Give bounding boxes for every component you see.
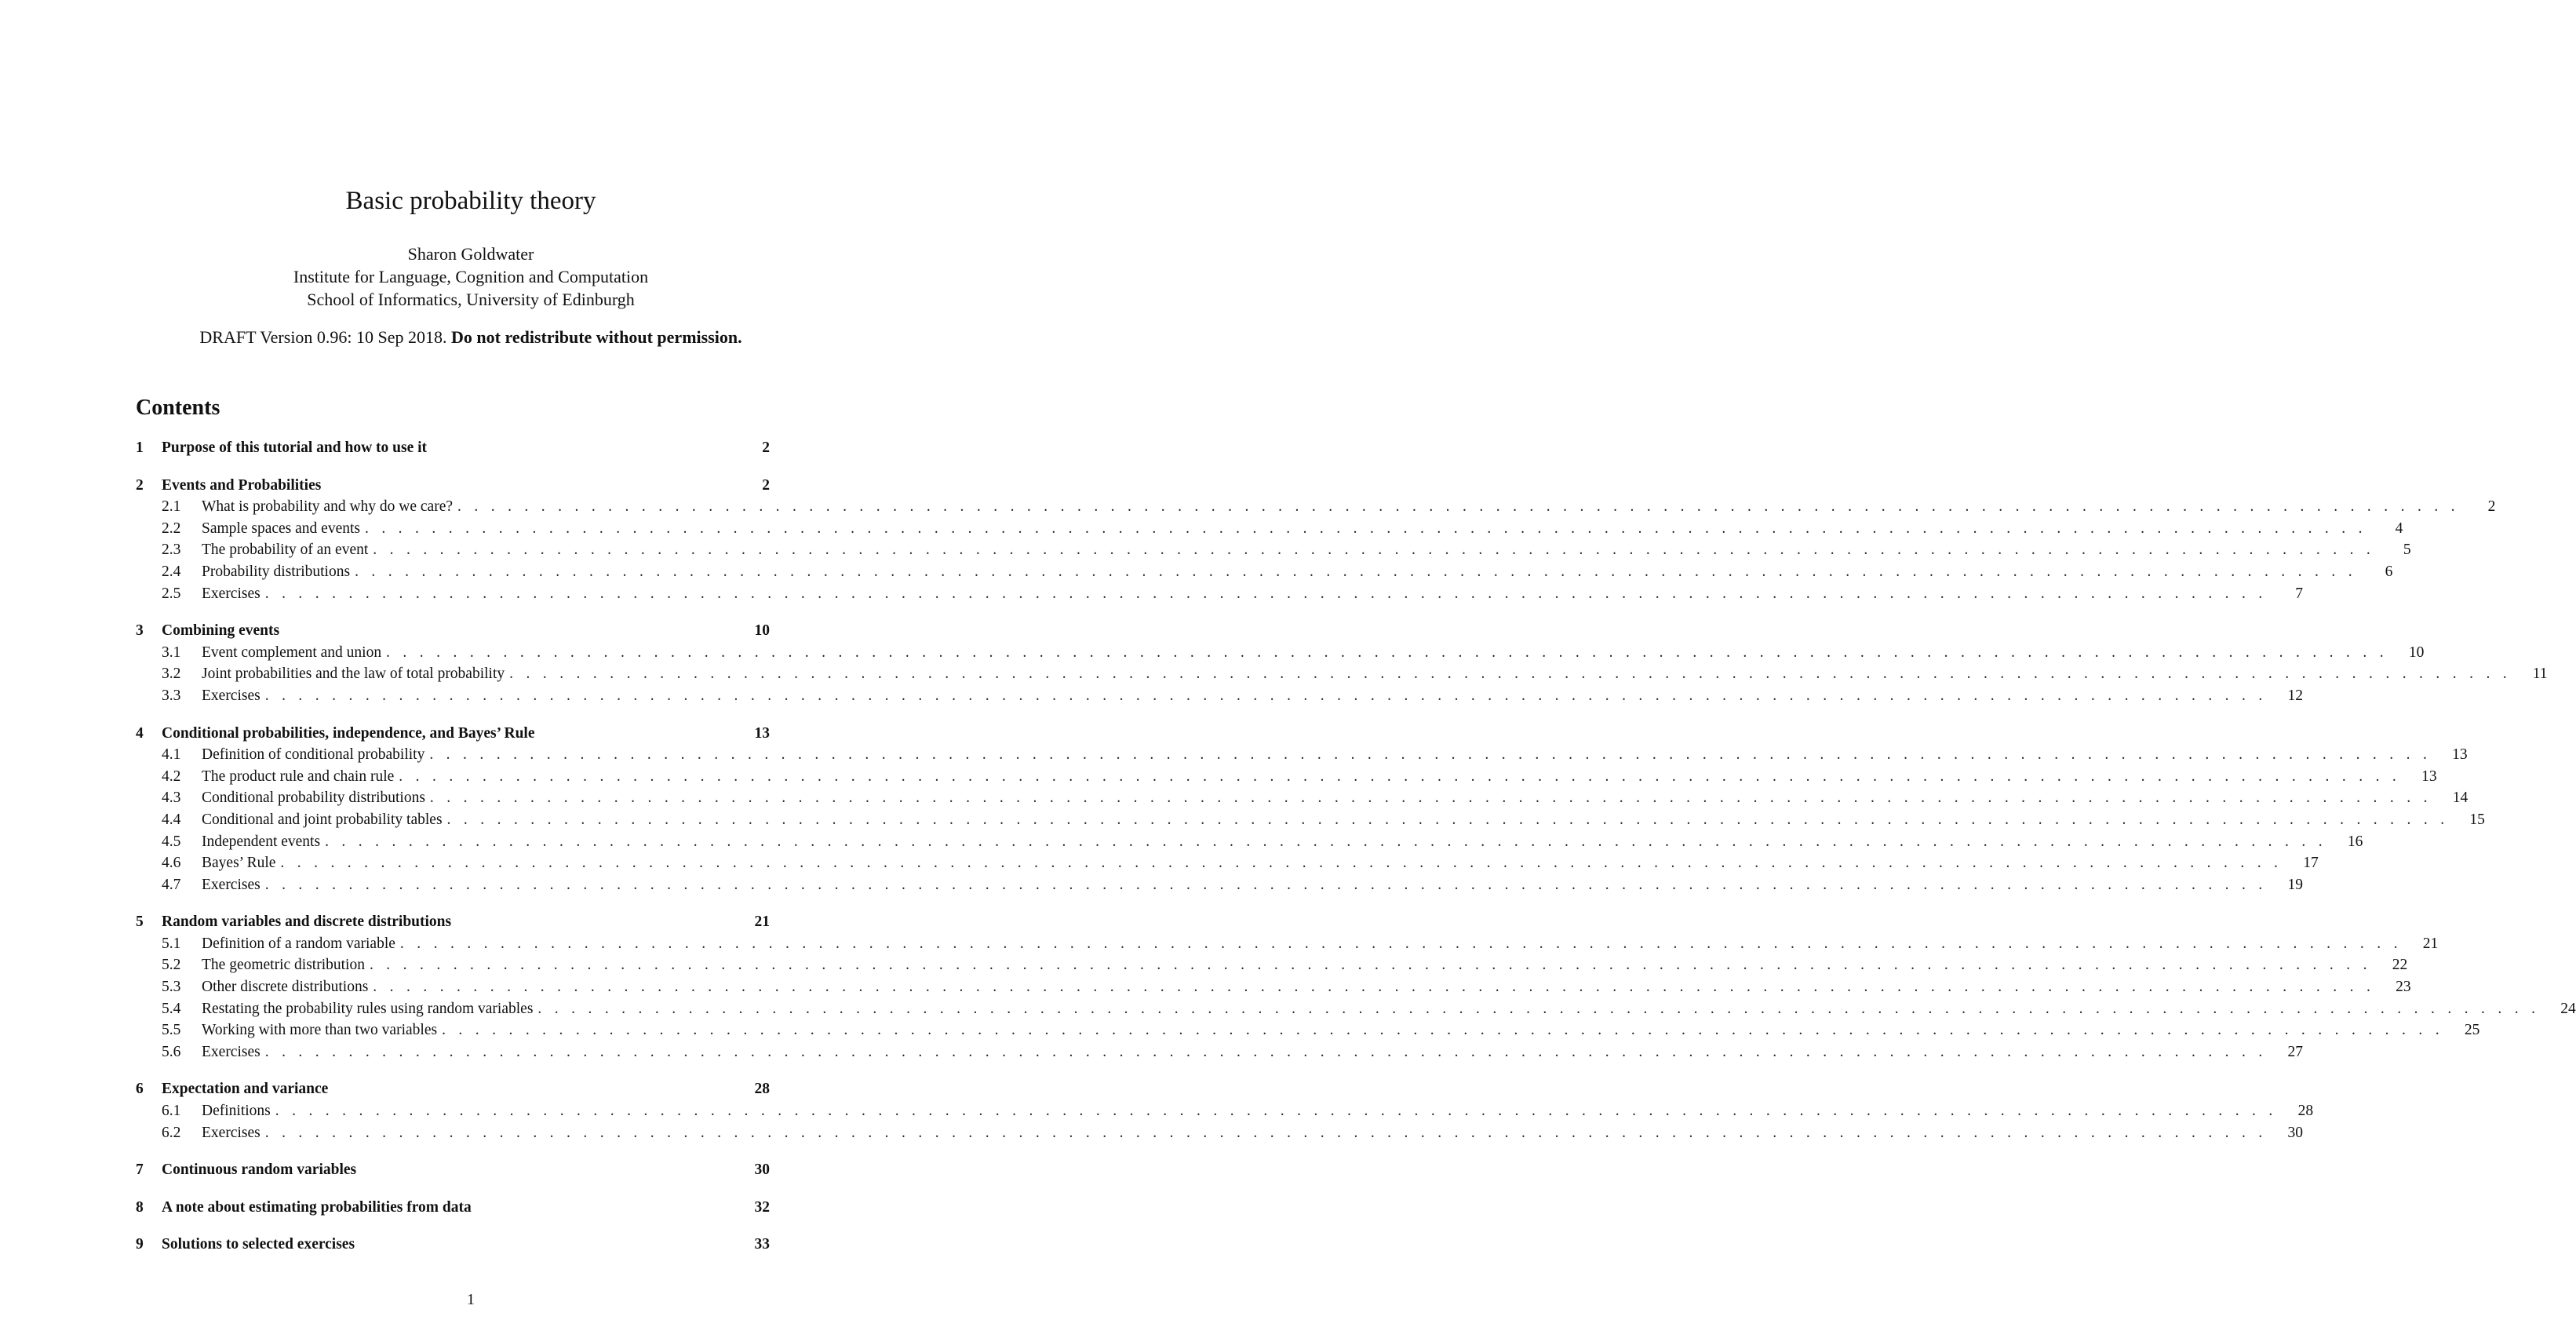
draft-notice	[0, 326, 942, 348]
toc-subsection-title: Exercises	[202, 1124, 261, 1141]
toc-subsection-number: 5.1	[162, 935, 181, 952]
toc-subsection-page: 24	[2560, 1000, 2576, 1017]
toc-section-title: Events and Probabilities	[162, 476, 322, 494]
toc-subsection-page: 15	[2469, 811, 2485, 828]
toc-subsection-title: Joint probabilities and the law of total probability	[202, 666, 505, 683]
toc-section-6	[136, 1078, 2314, 1143]
toc-subsection-page: 23	[2396, 979, 2411, 996]
toc-section-page: 21	[754, 913, 770, 931]
toc-section-number: 6	[136, 1081, 144, 1098]
toc-dot-leader: . . . . . . . . . . . . . . . . . . . . . . . . . . . . . . . . . . . . . . . . . . . . . . . . . . . . . . . . . . . . . . . . . . . . . . . . . . . . . . . . . . . . . . . . . . . . . . . . . . . . . . . . . . . . . . . . . . . . . . . .	[264, 585, 2268, 602]
toc-section-page: 13	[754, 724, 770, 742]
draft-version: DRAFT Version 0.96: 10 Sep 2018.	[199, 327, 447, 347]
toc-subsection-entry[interactable]	[136, 976, 2411, 998]
toc-subsection-number: 4.6	[162, 855, 181, 872]
toc-section-entry[interactable]	[136, 620, 770, 642]
toc-subsection-entry[interactable]	[136, 998, 2576, 1020]
toc-section-title: Combining events	[162, 622, 280, 640]
toc-section-title: A note about estimating probabilities from data	[162, 1198, 472, 1216]
toc-subsection-number: 2.5	[162, 585, 181, 602]
toc-section-page: 2	[762, 476, 770, 494]
toc-subsection-title: Exercises	[202, 585, 261, 602]
toc-section-number: 9	[136, 1236, 144, 1253]
toc-dot-leader: . . . . . . . . . . . . . . . . . . . . . . . . . . . . . . . . . . . . . . . . . . . . . . . . . . . . . . . . . . . . . . . . . . . . . . . . . . . . . . . . . . . . . . . . . . . . . . . . . . . . . . . . . . . . . . . . . . . . . . . .	[325, 833, 2327, 850]
toc-dot-leader: . . . . . . . . . . . . . . . . . . . . . . . . . . . . . . . . . . . . . . . . . . . . . . . . . . . . . . . . . . . . . . . . . . . . . . . . . . . . . . . . . . . . . . . . . . . . . . . . . . . . . . . . . . . . . . . . . . . . . . . .	[355, 563, 2357, 580]
toc-section-title: Random variables and discrete distributions	[162, 913, 452, 931]
toc-subsection-entry[interactable]	[136, 518, 2403, 540]
toc-subsection-page: 17	[2303, 855, 2319, 872]
toc-section-page: 33	[754, 1236, 770, 1253]
toc-subsection-page: 21	[2422, 935, 2439, 952]
toc-subsection-page: 22	[2392, 957, 2408, 974]
toc-subsection-entry[interactable]	[136, 1100, 2314, 1122]
toc-subsection-title: The probability of an event	[202, 542, 369, 559]
toc-subsection-entry[interactable]	[136, 539, 2411, 561]
toc-subsection-number: 3.1	[162, 644, 181, 661]
toc-subsection-title: Exercises	[202, 1043, 261, 1060]
toc-subsection-number: 3.3	[162, 687, 181, 704]
toc-subsection-title: Definition of conditional probability	[202, 746, 425, 764]
toc-subsection-entry[interactable]	[136, 852, 2319, 874]
toc-dot-leader: . . . . . . . . . . . . . . . . . . . . . . . . . . . . . . . . . . . . . . . . . . . . . . . . . . . . . . . . . . . . . . . . . . . . . . . . . . . . . . . . . . . . . . . . . . . . . . . . . . . . . . . . . . . . . . . . . . . . . . . .	[399, 935, 2403, 952]
toc-subsection-page: 11	[2532, 666, 2548, 683]
toc-section-number: 3	[136, 622, 144, 640]
toc-section-title: Continuous random variables	[162, 1161, 357, 1179]
toc-subsection-title: Sample spaces and events	[202, 520, 360, 537]
toc-section-entry[interactable]	[136, 475, 770, 497]
toc-subsection-page: 13	[2452, 746, 2468, 764]
toc-subsection-number: 4.2	[162, 768, 181, 785]
toc-subsection-page: 12	[2287, 687, 2304, 704]
toc-section-title: Expectation and variance	[162, 1081, 329, 1098]
toc-section-entry[interactable]	[136, 1197, 770, 1219]
toc-subsection-entry[interactable]	[136, 496, 2496, 518]
toc-section-4	[136, 723, 2485, 896]
toc-section-page: 30	[754, 1161, 770, 1179]
toc-section-entry[interactable]	[136, 437, 770, 459]
toc-dot-leader: . . . . . . . . . . . . . . . . . . . . . . . . . . . . . . . . . . . . . . . . . . . . . . . . . . . . . . . . . . . . . . . . . . . . . . . . . . . . . . . . . . . . . . . . . . . . . . . . . . . . . . . . . . . . . . . . . . . . . . . .	[457, 498, 2460, 516]
toc-dot-leader: . . . . . . . . . . . . . . . . . . . . . . . . . . . . . . . . . . . . . . . . . . . . . . . . . . . . . . . . . . . . . . . . . . . . . . . . . . . . . . . . . . . . . . . . . . . . . . . . . . . . . . . . . . . . . . . . . . . . . . . .	[537, 1000, 2540, 1017]
toc-dot-leader: . . . . . . . . . . . . . . . . . . . . . . . . . . . . . . . . . . . . . . . . . . . . . . . . . . . . . . . . . . . . . . . . . . . . . . . . . . . . . . . . . . . . . . . . . . . . . . . . . . . . . . . . . . . . . . . . . . . . . . . .	[399, 768, 2401, 785]
toc-subsection-number: 6.1	[162, 1103, 181, 1120]
toc-subsection-entry[interactable]	[136, 642, 2425, 664]
toc-subsection-page: 25	[2464, 1022, 2480, 1039]
toc-subsection-title: Conditional probability distributions	[202, 789, 425, 807]
toc-subsection-title: Conditional and joint probability tables	[202, 811, 443, 828]
toc-subsection-title: Definitions	[202, 1103, 271, 1120]
toc-section-number: 4	[136, 724, 144, 742]
toc-subsection-entry[interactable]	[136, 954, 2408, 976]
toc-subsection-title: Restating the probability rules using random variables	[202, 1000, 534, 1017]
toc-subsection-entry[interactable]	[136, 874, 2304, 896]
toc-dot-leader: . . . . . . . . . . . . . . . . . . . . . . . . . . . . . . . . . . . . . . . . . . . . . . . . . . . . . . . . . . . . . . . . . . . . . . . . . . . . . . . . . . . . . . . . . . . . . . . . . . . . . . . . . . . . . . . . . . . . . . . .	[275, 1103, 2278, 1120]
toc-subsection-number: 5.2	[162, 957, 181, 974]
toc-subsection-entry[interactable]	[136, 1019, 2480, 1041]
toc-subsection-number: 5.3	[162, 979, 181, 996]
toc-subsection-page: 2	[2487, 498, 2496, 516]
toc-subsection-number: 5.5	[162, 1022, 181, 1039]
toc-section-5	[136, 911, 2576, 1063]
toc-subsection-entry[interactable]	[136, 1122, 2304, 1144]
document-title: Basic probability theory	[345, 187, 596, 215]
toc-subsection-title: The product rule and chain rule	[202, 768, 395, 785]
toc-subsection-entry[interactable]	[136, 831, 2363, 853]
toc-subsection-entry[interactable]	[136, 787, 2469, 809]
toc-section-9	[136, 1234, 770, 1256]
toc-subsection-title: Definition of a random variable	[202, 935, 395, 952]
toc-subsection-number: 5.6	[162, 1043, 181, 1060]
toc-subsection-page: 16	[2347, 833, 2363, 850]
toc-section-number: 5	[136, 913, 144, 931]
toc-subsection-title: The geometric distribution	[202, 957, 365, 974]
toc-subsection-number: 3.2	[162, 666, 181, 683]
toc-subsection-entry[interactable]	[136, 663, 2548, 685]
toc-subsection-entry[interactable]	[136, 744, 2468, 766]
toc-section-page: 28	[754, 1081, 770, 1098]
toc-subsection-entry[interactable]	[136, 685, 2304, 707]
toc-subsection-entry[interactable]	[136, 1041, 2304, 1063]
toc-dot-leader: . . . . . . . . . . . . . . . . . . . . . . . . . . . . . . . . . . . . . . . . . . . . . . . . . . . . . . . . . . . . . . . . . . . . . . . . . . . . . . . . . . . . . . . . . . . . . . . . . . . . . . . . . . . . . . . . . . . . . . . .	[386, 644, 2388, 661]
toc-subsection-page: 19	[2287, 876, 2304, 893]
toc-subsection-title: Independent events	[202, 833, 321, 850]
toc-section-page: 32	[754, 1198, 770, 1216]
toc-subsection-title: Exercises	[202, 876, 261, 893]
toc-section-entry[interactable]	[136, 1234, 770, 1256]
toc-section-1	[136, 437, 770, 459]
toc-section-title: Purpose of this tutorial and how to use it	[162, 439, 428, 456]
toc-dot-leader: . . . . . . . . . . . . . . . . . . . . . . . . . . . . . . . . . . . . . . . . . . . . . . . . . . . . . . . . . . . . . . . . . . . . . . . . . . . . . . . . . . . . . . . . . . . . . . . . . . . . . . . . . . . . . . . . . . . . . . . .	[429, 746, 2432, 764]
toc-subsection-number: 5.4	[162, 1000, 181, 1017]
toc-dot-leader: . . . . . . . . . . . . . . . . . . . . . . . . . . . . . . . . . . . . . . . . . . . . . . . . . . . . . . . . . . . . . . . . . . . . . . . . . . . . . . . . . . . . . . . . . . . . . . . . . . . . . . . . . . . . . . . . . . . . . . . .	[264, 876, 2268, 893]
toc-dot-leader: . . . . . . . . . . . . . . . . . . . . . . . . . . . . . . . . . . . . . . . . . . . . . . . . . . . . . . . . . . . . . . . . . . . . . . . . . . . . . . . . . . . . . . . . . . . . . . . . . . . . . . . . . . . . . . . . . . . . . . . .	[264, 687, 2268, 704]
toc-subsection-entry[interactable]	[136, 933, 2439, 955]
toc-dot-leader: . . . . . . . . . . . . . . . . . . . . . . . . . . . . . . . . . . . . . . . . . . . . . . . . . . . . . . . . . . . . . . . . . . . . . . . . . . . . . . . . . . . . . . . . . . . . . . . . . . . . . . . . . . . . . . . . . . . . . . . .	[446, 811, 2449, 828]
draft-warning: Do not redistribute without permission.	[451, 327, 742, 347]
toc-section-entry[interactable]	[136, 723, 770, 745]
toc-subsection-page: 5	[2403, 542, 2411, 559]
toc-subsection-entry[interactable]	[136, 809, 2485, 831]
toc-subsection-page: 14	[2452, 789, 2469, 807]
toc-dot-leader: . . . . . . . . . . . . . . . . . . . . . . . . . . . . . . . . . . . . . . . . . . . . . . . . . . . . . . . . . . . . . . . . . . . . . . . . . . . . . . . . . . . . . . . . . . . . . . . . . . . . . . . . . . . . . . . . . . . . . . . .	[373, 979, 2375, 996]
toc-subsection-entry[interactable]	[136, 561, 2393, 583]
toc-subsection-page: 6	[2385, 563, 2393, 580]
toc-subsection-number: 4.4	[162, 811, 181, 828]
table-of-contents	[136, 437, 2576, 1271]
toc-subsection-entry[interactable]	[136, 583, 2304, 605]
toc-section-title: Conditional probabilities, independence, and Bayes’ Rule	[162, 724, 535, 742]
author-name: Sharon Goldwater	[407, 244, 534, 264]
toc-subsection-page: 10	[2408, 644, 2425, 661]
toc-section-page: 10	[754, 622, 770, 640]
toc-section-entry[interactable]	[136, 911, 770, 933]
toc-section-entry[interactable]	[136, 1078, 770, 1100]
toc-subsection-title: Working with more than two variables	[202, 1022, 438, 1039]
toc-section-2	[136, 475, 2496, 605]
toc-dot-leader: . . . . . . . . . . . . . . . . . . . . . . . . . . . . . . . . . . . . . . . . . . . . . . . . . . . . . . . . . . . . . . . . . . . . . . . . . . . . . . . . . . . . . . . . . . . . . . . . . . . . . . . . . . . . . . . . . . . . . . . .	[264, 1124, 2268, 1141]
toc-subsection-number: 2.2	[162, 520, 181, 537]
toc-subsection-title: Other discrete distributions	[202, 979, 369, 996]
toc-subsection-page: 4	[2395, 520, 2403, 537]
author-block	[0, 242, 942, 311]
toc-dot-leader: . . . . . . . . . . . . . . . . . . . . . . . . . . . . . . . . . . . . . . . . . . . . . . . . . . . . . . . . . . . . . . . . . . . . . . . . . . . . . . . . . . . . . . . . . . . . . . . . . . . . . . . . . . . . . . . . . . . . . . . .	[280, 855, 2283, 872]
toc-section-number: 1	[136, 439, 144, 456]
toc-subsection-number: 4.3	[162, 789, 181, 807]
toc-subsection-number: 6.2	[162, 1124, 181, 1141]
toc-subsection-page: 7	[2295, 585, 2304, 602]
toc-subsection-page: 13	[2421, 768, 2437, 785]
toc-subsection-title: Bayes’ Rule	[202, 855, 276, 872]
toc-section-8	[136, 1197, 770, 1219]
toc-section-number: 2	[136, 476, 144, 494]
toc-subsection-page: 30	[2287, 1124, 2304, 1141]
toc-dot-leader: . . . . . . . . . . . . . . . . . . . . . . . . . . . . . . . . . . . . . . . . . . . . . . . . . . . . . . . . . . . . . . . . . . . . . . . . . . . . . . . . . . . . . . . . . . . . . . . . . . . . . . . . . . . . . . . . . . . . . . . .	[364, 520, 2367, 537]
toc-subsection-number: 4.7	[162, 876, 181, 893]
toc-dot-leader: . . . . . . . . . . . . . . . . . . . . . . . . . . . . . . . . . . . . . . . . . . . . . . . . . . . . . . . . . . . . . . . . . . . . . . . . . . . . . . . . . . . . . . . . . . . . . . . . . . . . . . . . . . . . . . . . . . . . . . . .	[264, 1043, 2268, 1060]
toc-subsection-page: 27	[2287, 1043, 2304, 1060]
toc-subsection-entry[interactable]	[136, 766, 2437, 788]
toc-dot-leader: . . . . . . . . . . . . . . . . . . . . . . . . . . . . . . . . . . . . . . . . . . . . . . . . . . . . . . . . . . . . . . . . . . . . . . . . . . . . . . . . . . . . . . . . . . . . . . . . . . . . . . . . . . . . . . . . . . . . . . . .	[442, 1022, 2444, 1039]
affiliation-school: School of Informatics, University of Edinburgh	[307, 290, 635, 309]
toc-subsection-title: Event complement and union	[202, 644, 382, 661]
toc-subsection-number: 4.5	[162, 833, 181, 850]
toc-dot-leader: . . . . . . . . . . . . . . . . . . . . . . . . . . . . . . . . . . . . . . . . . . . . . . . . . . . . . . . . . . . . . . . . . . . . . . . . . . . . . . . . . . . . . . . . . . . . . . . . . . . . . . . . . . . . . . . . . . . . . . . .	[509, 666, 2512, 683]
page-number: 1	[467, 1291, 475, 1308]
toc-section-title: Solutions to selected exercises	[162, 1236, 355, 1253]
toc-subsection-page: 28	[2297, 1103, 2314, 1120]
toc-subsection-number: 4.1	[162, 746, 181, 764]
toc-subsection-number: 2.3	[162, 542, 181, 559]
toc-dot-leader: . . . . . . . . . . . . . . . . . . . . . . . . . . . . . . . . . . . . . . . . . . . . . . . . . . . . . . . . . . . . . . . . . . . . . . . . . . . . . . . . . . . . . . . . . . . . . . . . . . . . . . . . . . . . . . . . . . . . . . . .	[373, 542, 2375, 559]
toc-subsection-number: 2.4	[162, 563, 181, 580]
toc-subsection-title: Probability distributions	[202, 563, 351, 580]
toc-section-3	[136, 620, 2548, 706]
toc-subsection-title: What is probability and why do we care?	[202, 498, 454, 516]
contents-heading: Contents	[136, 396, 220, 420]
toc-dot-leader: . . . . . . . . . . . . . . . . . . . . . . . . . . . . . . . . . . . . . . . . . . . . . . . . . . . . . . . . . . . . . . . . . . . . . . . . . . . . . . . . . . . . . . . . . . . . . . . . . . . . . . . . . . . . . . . . . . . . . . . .	[429, 789, 2432, 807]
toc-section-7	[136, 1159, 770, 1181]
toc-subsection-number: 2.1	[162, 498, 181, 516]
toc-section-page: 2	[762, 439, 770, 456]
toc-section-number: 7	[136, 1161, 144, 1179]
affiliation-institute: Institute for Language, Cognition and Computation	[293, 267, 649, 286]
toc-subsection-title: Exercises	[202, 687, 261, 704]
toc-section-number: 8	[136, 1198, 144, 1216]
toc-dot-leader: . . . . . . . . . . . . . . . . . . . . . . . . . . . . . . . . . . . . . . . . . . . . . . . . . . . . . . . . . . . . . . . . . . . . . . . . . . . . . . . . . . . . . . . . . . . . . . . . . . . . . . . . . . . . . . . . . . . . . . . .	[369, 957, 2372, 974]
toc-section-entry[interactable]	[136, 1159, 770, 1181]
